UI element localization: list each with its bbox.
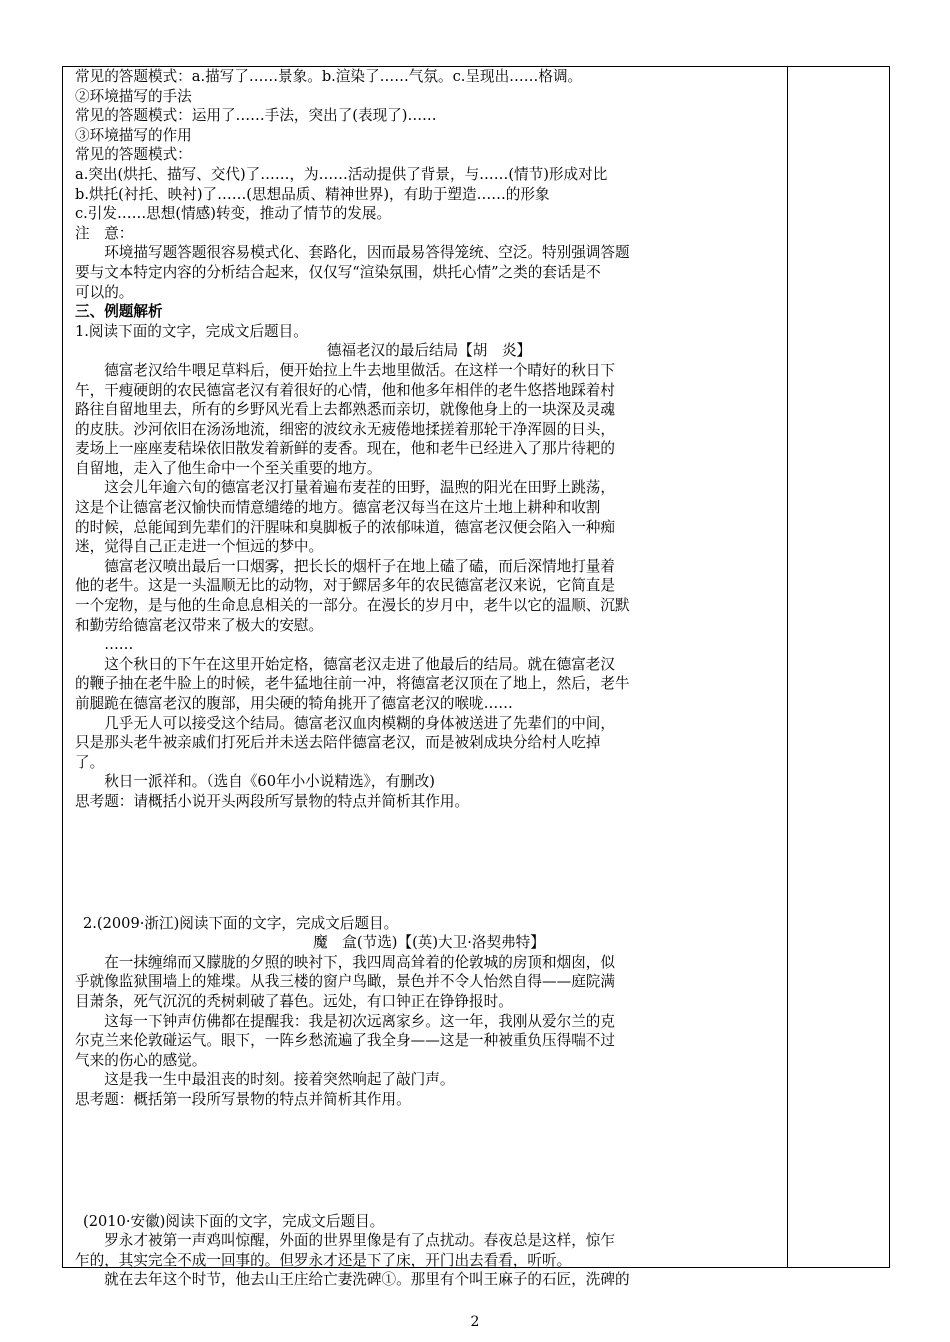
- text-line: 这是个让德富老汉愉快而情意缱绻的地方。德富老汉每当在这片土地上耕种和收割: [75, 499, 601, 517]
- text-line: 德富老汉给牛喂足草料后，便开始拉上牛去地里做活。在这样一个晴好的秋日下: [104, 361, 615, 379]
- text-line: ③环境描写的作用: [75, 126, 192, 144]
- text-line: 常见的答题模式：运用了……手法，突出了(表现了)……: [75, 107, 437, 125]
- page-number: 2: [470, 1314, 480, 1330]
- ellipsis-line: ……: [104, 636, 134, 654]
- text-line: 秋日一派祥和。（选自《60年小小说精选》，有删改): [104, 773, 435, 791]
- text-line: 了。: [75, 753, 105, 771]
- text-line: 常见的答题模式：: [75, 146, 192, 164]
- text-line: 要与文本特定内容的分析结合起来，仅仅写“渲染氛围，烘托心情”之类的套话是不: [75, 263, 601, 281]
- question-intro: (2010·安徽)阅读下面的文字，完成文后题目。: [83, 1212, 385, 1230]
- question-intro: 1.阅读下面的文字，完成文后题目。: [75, 322, 308, 340]
- text-line: 注 意：: [75, 224, 134, 242]
- text-line: 这每一下钟声仿佛都在提醒我：我是初次远离家乡。这一年，我刚从爱尔兰的克: [104, 1012, 615, 1030]
- text-line: 在一抹缠绵而又朦胧的夕照的映衬下，我四周高耸着的伦敦城的房顶和烟囱，似: [104, 953, 615, 971]
- text-line: 气来的伤心的感觉。: [75, 1051, 207, 1069]
- passage-title: 德福老汉的最后结局【胡 炎】: [326, 342, 532, 360]
- text-line: 的皮肤。沙河依旧在汤汤地流，细密的波纹永无疲倦地揉搓着那轮干净浑圆的日头，: [75, 420, 615, 438]
- text-line: 自留地，走入了他生命中一个至关重要的地方。: [75, 459, 382, 477]
- text-line: 只是那头老牛被亲戚们打死后并未送去陪伴德富老汉，而是被剁成块分给村人吃掉: [75, 734, 601, 752]
- text-line: 就在去年这个时节，他去山王庄给亡妻洗碑①。那里有个叫王麻子的石匠，洗碑的: [104, 1271, 630, 1289]
- text-line: 和勤劳给德富老汉带来了极大的安慰。: [75, 616, 324, 634]
- table-column-divider: [787, 66, 788, 1268]
- text-line: 的时候，总能闻到先辈们的汗腥味和臭脚板子的浓郁味道，德富老汉便会陷入一种痴: [75, 518, 615, 536]
- text-line: 可以的。: [75, 283, 134, 301]
- text-line: 一个宠物，是与他的生命息息相关的一部分。在漫长的岁月中，老牛以它的温顺、沉默: [75, 597, 630, 615]
- passage-title: 魔 盒(节选)【(英)大卫·洛契弗特】: [313, 934, 545, 952]
- text-line: 这是我一生中最沮丧的时刻。接着突然响起了敲门声。: [104, 1071, 455, 1089]
- text-line: 麦场上一座座麦秸垛依旧散发着新鲜的麦香。现在，他和老牛已经进入了那片待耙的: [75, 440, 615, 458]
- question-prompt: 思考题：概括第一段所写景物的特点并简析其作用。: [75, 1090, 411, 1108]
- text-line: 乍的，其实完全不成一回事的。但罗永才还是下了床，开门出去看看，听听。: [75, 1251, 572, 1269]
- text-line: 德富老汉喷出最后一口烟雾，把长长的烟杆子在地上磕了磕，而后深情地打量着: [104, 557, 615, 575]
- text-line: c.引发……思想(情感)转变，推动了情节的发展。: [75, 205, 392, 223]
- answer-space: [75, 1110, 783, 1212]
- text-line: 前腿跪在德富老汉的腹部，用尖硬的犄角挑开了德富老汉的喉咙……: [75, 695, 513, 712]
- text-line: 几乎无人可以接受这个结局。德富老汉血肉模糊的身体被送进了先辈们的中间，: [104, 714, 615, 732]
- text-line: 这会儿年逾六旬的德富老汉打量着遍布麦茬的田野，温煦的阳光在田野上跳荡，: [104, 479, 615, 497]
- text-line: 迷，觉得自己正走进一个恒远的梦中。: [75, 538, 324, 556]
- text-line: 环境描写题答题很容易模式化、套路化，因而最易答得笼统、空泛。特别强调答题: [104, 244, 630, 262]
- question-intro: 2.(2009·浙江)阅读下面的文字，完成文后题目。: [83, 914, 399, 932]
- text-line: 他的老牛。这是一头温顺无比的动物，对于鳏居多年的农民德富老汉来说，它简直是: [75, 577, 615, 595]
- text-line: 的鞭子抽在老牛脸上的时候，老牛猛地往前一冲，将德富老汉顶在了地上，然后，老牛: [75, 675, 630, 693]
- document-content: [75, 67, 783, 1290]
- text-line: ②环境描写的手法: [75, 87, 192, 105]
- answer-space: [75, 812, 783, 914]
- text-line: 罗永才被第一声鸡叫惊醒，外面的世界里像是有了点扰动。春夜总是这样，惊乍: [104, 1232, 615, 1250]
- question-prompt: 思考题：请概括小说开头两段所写景物的特点并简析其作用。: [75, 792, 470, 810]
- text-line: 这个秋日的下午在这里开始定格，德富老汉走进了他最后的结局。就在德富老汉: [104, 655, 615, 673]
- text-line: 目萧条，死气沉沉的秃树刺破了暮色。远处，有口钟正在铮铮报时。: [75, 992, 513, 1010]
- text-line: 乎就像监狱围墙上的雉堞。从我三楼的窗户鸟瞰，景色并不令人怡然自得——庭院满: [75, 973, 615, 991]
- text-line: b.烘托(衬托、映衬)了……(思想品质、精神世界)，有助于塑造……的形象: [75, 185, 550, 203]
- text-line: a.突出(烘托、描写、交代)了……，为……活动提供了背景，与……(情节)形成对比: [75, 165, 608, 183]
- text-line: 路往自留地里去，所有的乡野风光看上去都熟悉而亲切，就像他身上的一块深及灵魂: [75, 401, 615, 419]
- text-line: 尔克兰来伦敦碰运气。眼下，一阵乡愁流遍了我全身——这是一种被重负压得喘不过: [75, 1032, 615, 1050]
- text-line: 午，干瘦硬朗的农民德富老汉有着很好的心情，他和他多年相伴的老牛悠搭地踩着村: [75, 381, 615, 399]
- section-heading: 三、例题解析: [75, 303, 163, 321]
- text-line: 常见的答题模式：a.描写了……景象。b.渲染了……气氛。c.呈现出……格调。: [75, 68, 583, 85]
